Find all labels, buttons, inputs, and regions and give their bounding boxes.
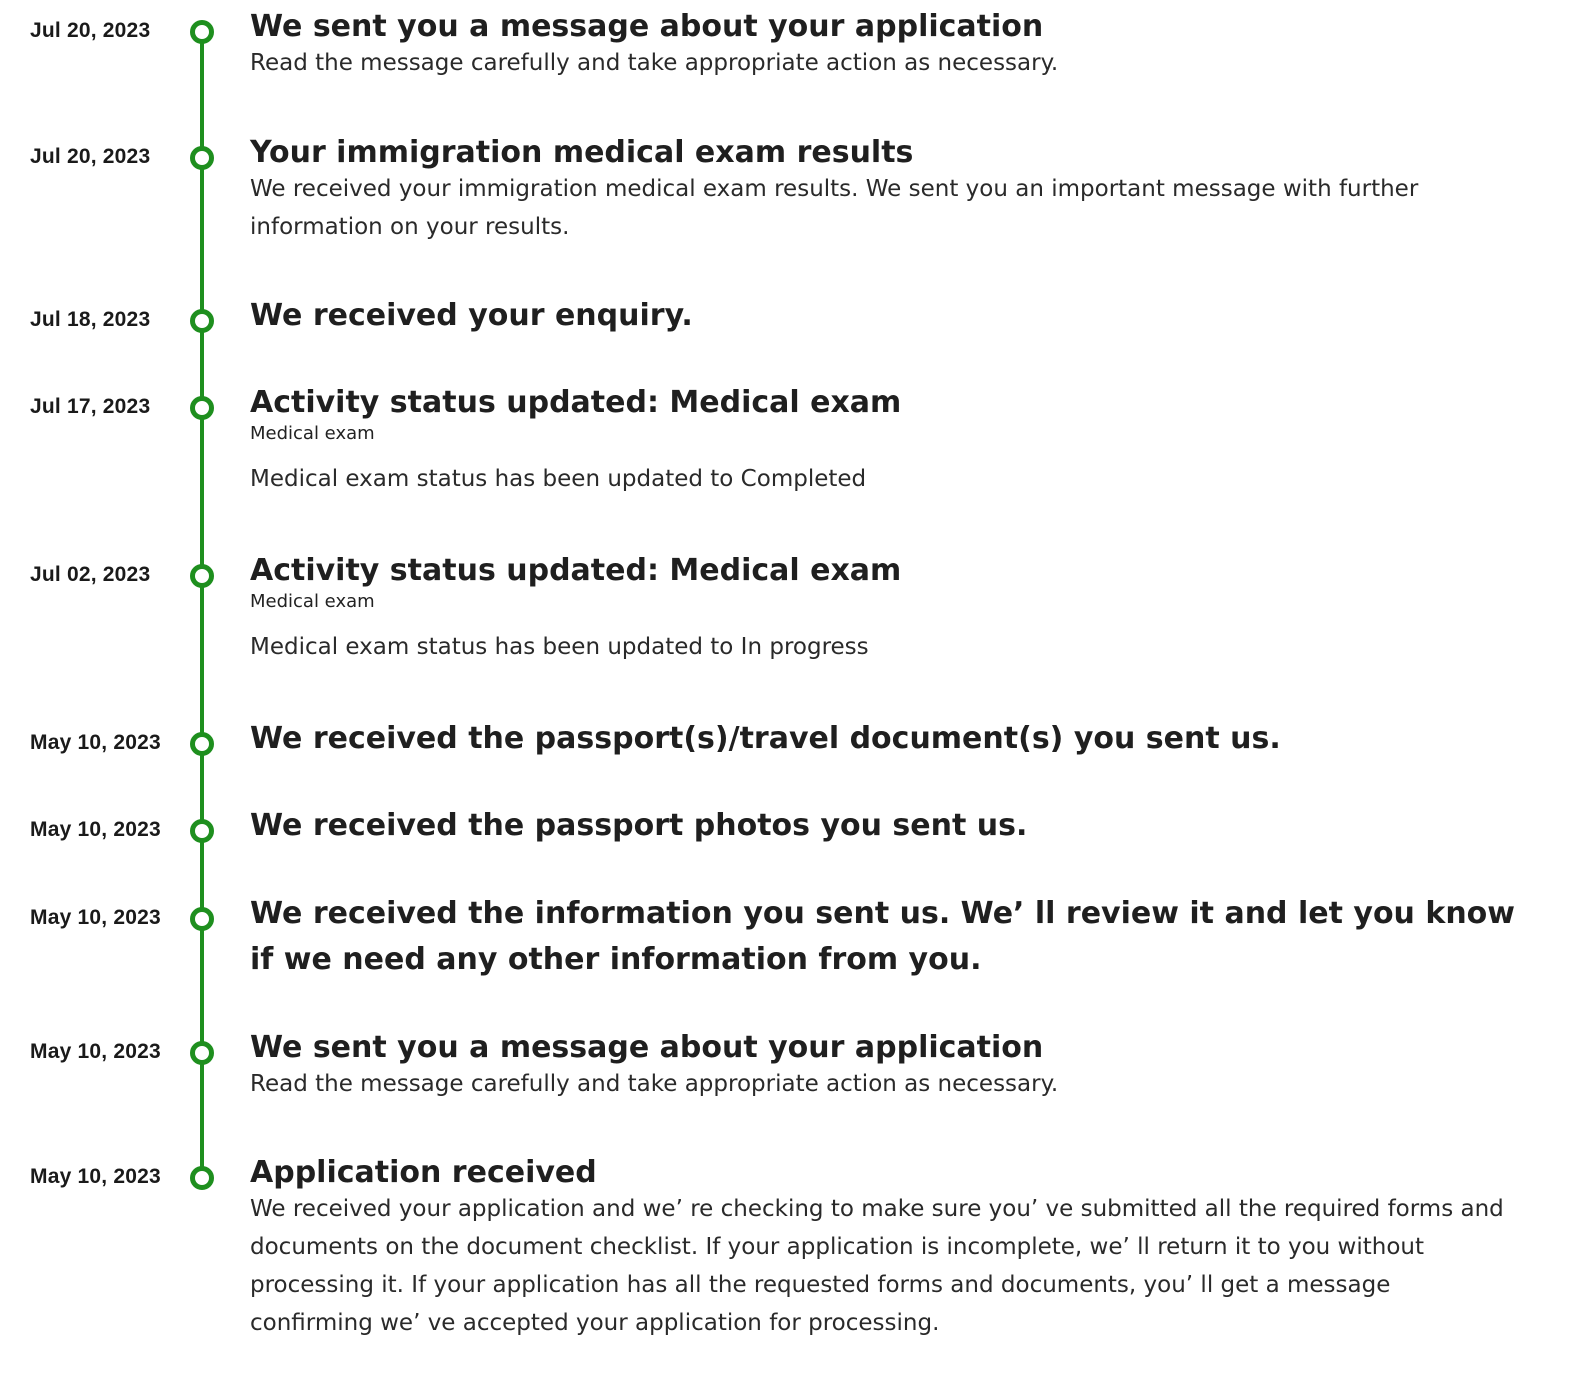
event-title: We sent you a message about your application <box>250 1030 1044 1065</box>
event-description: Medical exam status has been updated to In progress <box>250 634 869 660</box>
event-title: We received the passport(s)/travel document(s) you sent us. <box>250 721 1281 756</box>
event-title: Your immigration medical exam results <box>250 135 914 170</box>
timeline-dot-icon <box>190 146 214 170</box>
timeline-dot-icon <box>190 20 214 44</box>
event-description: We received your immigration medical exam results. We sent you an important message with further information on your results. <box>250 176 1419 240</box>
event-date: Jul 18, 2023 <box>30 308 151 331</box>
event-content <box>250 385 1520 498</box>
event-description: Medical exam status has been updated to Completed <box>250 466 867 492</box>
event-content <box>250 135 1520 246</box>
event-content <box>250 553 1520 666</box>
event-content <box>250 1155 1520 1342</box>
event-content <box>250 721 1520 762</box>
event-title: We received your enquiry. <box>250 298 693 333</box>
event-subtitle: Medical exam <box>250 591 375 612</box>
timeline-dot-icon <box>190 396 214 420</box>
timeline-dot-icon <box>190 907 214 931</box>
timeline-dot-icon <box>190 309 214 333</box>
event-content <box>250 9 1520 82</box>
event-date: May 10, 2023 <box>30 906 161 929</box>
event-description: Read the message carefully and take appropriate action as necessary. <box>250 50 1059 76</box>
event-date: Jul 17, 2023 <box>30 395 151 418</box>
timeline-dot-icon <box>190 1041 214 1065</box>
event-date: May 10, 2023 <box>30 1165 161 1188</box>
event-date: Jul 20, 2023 <box>30 19 151 42</box>
timeline-track <box>200 27 204 1174</box>
timeline-dot-icon <box>190 732 214 756</box>
timeline-dot-icon <box>190 1166 214 1190</box>
event-content <box>250 896 1520 983</box>
event-date: May 10, 2023 <box>30 1040 161 1063</box>
event-title: Activity status updated: Medical exam <box>250 385 902 420</box>
event-content <box>250 1030 1520 1103</box>
event-title: We sent you a message about your application <box>250 9 1044 44</box>
event-description: We received your application and we’ re checking to make sure you’ ve submitted all the required forms and documents on the document checklist. If your application is incomplete, we’ ll return it to you without processing it. If your application has all the requested forms and documents, you’ ll get a message confirming we’ ve accepted your application for processing. <box>250 1196 1504 1336</box>
timeline-dot-icon <box>190 819 214 843</box>
event-date: Jul 20, 2023 <box>30 145 151 168</box>
event-title: Activity status updated: Medical exam <box>250 553 902 588</box>
event-subtitle: Medical exam <box>250 423 375 444</box>
event-content <box>250 298 1520 339</box>
event-title: Application received <box>250 1155 597 1190</box>
event-date: May 10, 2023 <box>30 818 161 841</box>
event-title: We received the passport photos you sent us. <box>250 808 1028 843</box>
event-date: Jul 02, 2023 <box>30 563 151 586</box>
event-title: We received the information you sent us. We’ ll review it and let you know if we need any other information from you. <box>250 896 1515 977</box>
event-date: May 10, 2023 <box>30 731 161 754</box>
event-description: Read the message carefully and take appropriate action as necessary. <box>250 1071 1059 1097</box>
event-content <box>250 808 1520 849</box>
timeline-dot-icon <box>190 564 214 588</box>
